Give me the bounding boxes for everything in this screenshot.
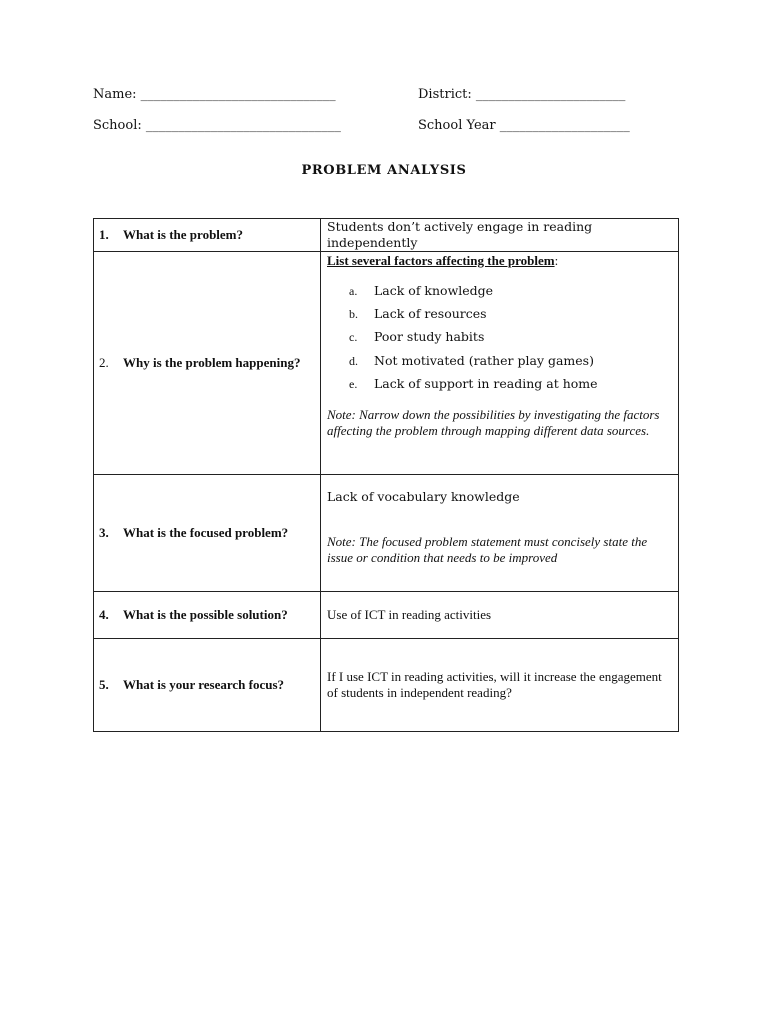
list-item-letter: a. bbox=[349, 283, 358, 298]
question-text: Why is the problem happening? bbox=[123, 355, 301, 370]
list-item-letter: d. bbox=[349, 353, 358, 368]
question-number: 3. bbox=[99, 525, 109, 540]
question-text: What is the possible solution? bbox=[123, 607, 288, 622]
question-text: What is your research focus? bbox=[123, 677, 285, 692]
question-cell bbox=[94, 639, 321, 732]
list-item-text: Not motivated (rather play games) bbox=[374, 352, 594, 368]
list-item-letter: c. bbox=[349, 330, 358, 345]
table-row bbox=[94, 252, 679, 475]
question-number: 5. bbox=[99, 677, 109, 692]
name-field-line: Name: ______________________________ bbox=[93, 87, 336, 102]
factors-list bbox=[327, 279, 670, 395]
factors-lead-bold: List several factors affecting the problem bbox=[327, 253, 555, 268]
answer-cell bbox=[321, 252, 679, 475]
list-item bbox=[327, 279, 670, 302]
question-cell bbox=[94, 252, 321, 475]
question-cell bbox=[94, 475, 321, 592]
factors-note: Note: Narrow down the possibilities by investigating the factors affecting the problem through mapping different data sources. bbox=[327, 407, 660, 439]
list-item-text: Poor study habits bbox=[374, 329, 485, 345]
document-title: PROBLEM ANALYSIS bbox=[301, 163, 467, 178]
question-number: 4. bbox=[99, 607, 109, 622]
answer-cell bbox=[321, 219, 679, 252]
factors-lead-suffix: : bbox=[554, 253, 559, 268]
factors-lead bbox=[327, 253, 670, 269]
answer-text: Lack of vocabulary knowledge bbox=[327, 489, 520, 504]
question-number: 2. bbox=[99, 355, 109, 370]
list-item-text: Lack of knowledge bbox=[374, 282, 494, 298]
question-number: 1. bbox=[99, 227, 109, 242]
question-cell bbox=[94, 592, 321, 639]
answer-text: Use of ICT in reading activities bbox=[327, 607, 492, 622]
answer-cell bbox=[321, 639, 679, 732]
list-item bbox=[327, 349, 670, 372]
answer-cell bbox=[321, 475, 679, 592]
table-row bbox=[94, 639, 679, 732]
school-field-line: School: ______________________________ bbox=[93, 118, 341, 133]
district-field-line: District: _______________________ bbox=[418, 87, 626, 102]
answer-cell bbox=[321, 592, 679, 639]
table-row bbox=[94, 475, 679, 592]
list-item bbox=[327, 326, 670, 349]
answer-text: Students don’t actively engage in reading independently bbox=[327, 219, 593, 250]
table-row bbox=[94, 592, 679, 639]
list-item-text: Lack of support in reading at home bbox=[374, 375, 598, 391]
answer-text: If I use ICT in reading activities, will it increase the engagement of students in independent reading? bbox=[327, 669, 662, 700]
list-item bbox=[327, 372, 670, 395]
school-year-field-line: School Year ____________________ bbox=[418, 118, 630, 133]
question-cell bbox=[94, 219, 321, 252]
list-item bbox=[327, 302, 670, 325]
list-item-text: Lack of resources bbox=[374, 305, 487, 321]
problem-analysis-table bbox=[93, 218, 679, 732]
question-text: What is the focused problem? bbox=[123, 525, 289, 540]
list-item-letter: b. bbox=[349, 306, 358, 321]
table-row bbox=[94, 219, 679, 252]
focused-problem-note: Note: The focused problem statement must concisely state the issue or condition that needs to be improved bbox=[327, 534, 648, 565]
list-item-letter: e. bbox=[349, 376, 358, 391]
question-text: What is the problem? bbox=[123, 227, 244, 242]
